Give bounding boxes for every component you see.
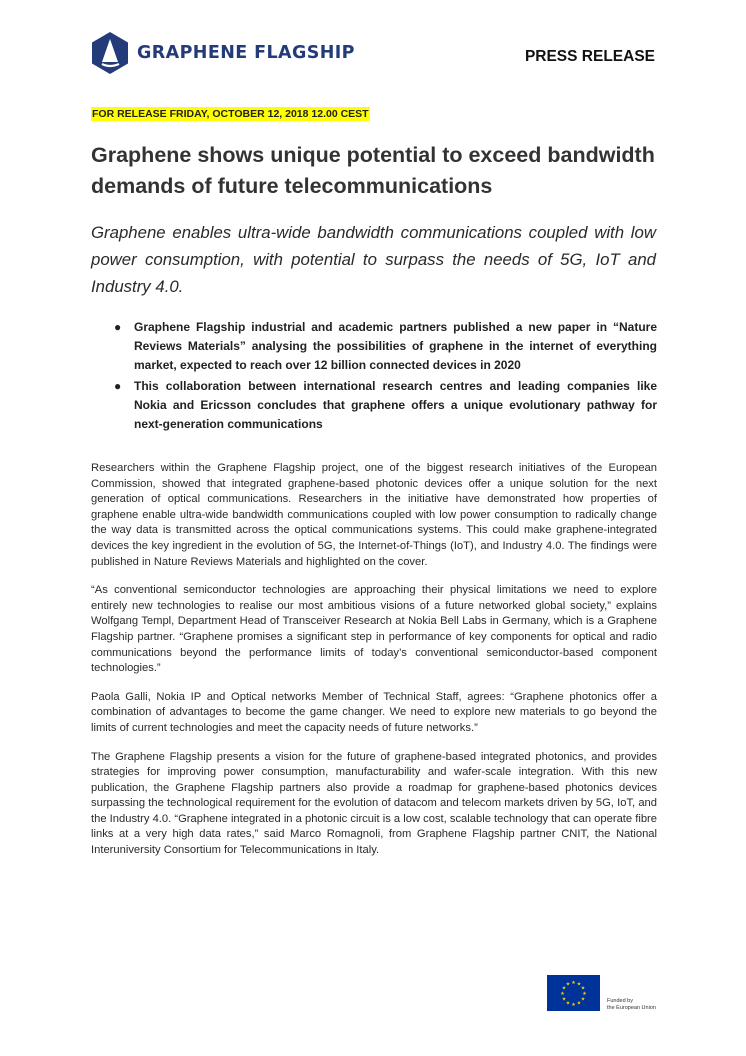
eu-flag-icon xyxy=(547,975,600,1011)
graphene-flagship-sail-icon xyxy=(91,31,129,75)
eu-star-icon: ★ xyxy=(576,1000,582,1007)
key-point xyxy=(112,318,657,375)
press-release-label: PRESS RELEASE xyxy=(524,48,655,65)
bullet-icon: ● xyxy=(114,320,122,334)
key-point-text: This collaboration between international research centres and leading companies like Nokia and Ericsson concludes that graphene offers a unique evolutionary pathway for next-generation communications xyxy=(134,379,657,431)
eu-star-icon: ★ xyxy=(580,996,586,1003)
eu-star-icon: ★ xyxy=(561,985,567,992)
eu-star-icon: ★ xyxy=(571,1001,576,1008)
logo-text: GRAPHENE FLAGSHIP xyxy=(137,43,355,63)
eu-star-icon: ★ xyxy=(582,990,587,997)
subheadline: Graphene enables ultra-wide bandwidth communications coupled with low power consumption, with potential to surpass the needs of 5G, IoT and Industry 4.0. xyxy=(91,223,656,296)
article-body xyxy=(91,461,657,872)
key-point xyxy=(112,377,657,434)
headline: Graphene shows unique potential to exceed bandwidth demands of future telecommunications xyxy=(91,143,655,198)
release-date-banner: FOR RELEASE FRIDAY, OCTOBER 12, 2018 12.00 CEST xyxy=(92,108,369,120)
bullet-icon: ● xyxy=(114,379,122,393)
eu-funding-text xyxy=(607,998,657,1011)
funded-by-line: Funded by xyxy=(607,998,633,1004)
body-paragraph: Paola Galli, Nokia IP and Optical networks Member of Technical Staff, agrees: “Graphene photonics offer a combination of advantages to become the game changer. We need to explore new materials to go beyond the limits of current technologies and meet the capacity needs of future networks.” xyxy=(91,690,657,734)
body-paragraph: Researchers within the Graphene Flagship project, one of the biggest research initiatives of the European Commission, showed that integrated graphene-based photonic devices offer a unique solution for the next generation of optical communications. Researchers in the initiative have demonstrated how properties of graphene enable ultra-wide bandwidth communications coupled with low power consumption to radically change the way data is transmitted across the optical communications systems. This could make graphene-integrated devices the key ingredient in the evolution of 5G, the Internet-of-Things (IoT), and Industry 4.0. The findings were published in Nature Reviews Materials and highlighted on the cover. xyxy=(91,462,657,568)
eu-star-icon: ★ xyxy=(560,990,565,997)
eu-star-icon: ★ xyxy=(576,981,582,988)
funded-by-line: the European Union xyxy=(607,1004,656,1011)
key-point-text: Graphene Flagship industrial and academic partners published a new paper in “Nature Reviews Materials” analysing the possibilities of graphene in the internet of everything market, expected to reach over 12 billion connected devices in 2020 xyxy=(134,320,657,372)
eu-funding-badge xyxy=(547,975,657,1011)
eu-star-icon: ★ xyxy=(561,996,567,1003)
eu-star-icon: ★ xyxy=(580,985,586,992)
eu-star-icon: ★ xyxy=(571,979,576,986)
body-paragraph: “As conventional semiconductor technologies are approaching their physical limitations we need to explore entirely new technologies to realise our most ambitious visions of a future networked global society,” explains Wolfgang Templ, Department Head of Transceiver Research at Nokia Bell Labs in Germany, which is a Graphene Flagship partner. “Graphene promises a significant step in performance of key components for optical and radio communications beyond the performance limits of today’s conventional semiconductor-based component technologies.” xyxy=(91,584,657,675)
eu-star-icon: ★ xyxy=(565,1000,571,1007)
key-points-list xyxy=(112,318,657,436)
eu-star-icon: ★ xyxy=(565,981,571,988)
body-paragraph: The Graphene Flagship presents a vision for the future of graphene-based integrated photonics, and provides strategies for improving power consumption, manufacturability and wafer-scale integration. With this new publication, the Graphene Flagship partners also provide a roadmap for graphene-based photonics devices surpassing the technological requirement for the evolution of datacom and telecom markets driven by 5G, IoT, and the Industry 4.0. “Graphene integrated in a photonic circuit is a low cost, scalable technology that can operate fibre links at a very high data rates,” said Marco Romagnoli, from Graphene Flagship partner CNIT, the National Interuniversity Consortium for Telecommunications in Italy. xyxy=(91,750,657,857)
graphene-flagship-logo xyxy=(91,31,355,75)
